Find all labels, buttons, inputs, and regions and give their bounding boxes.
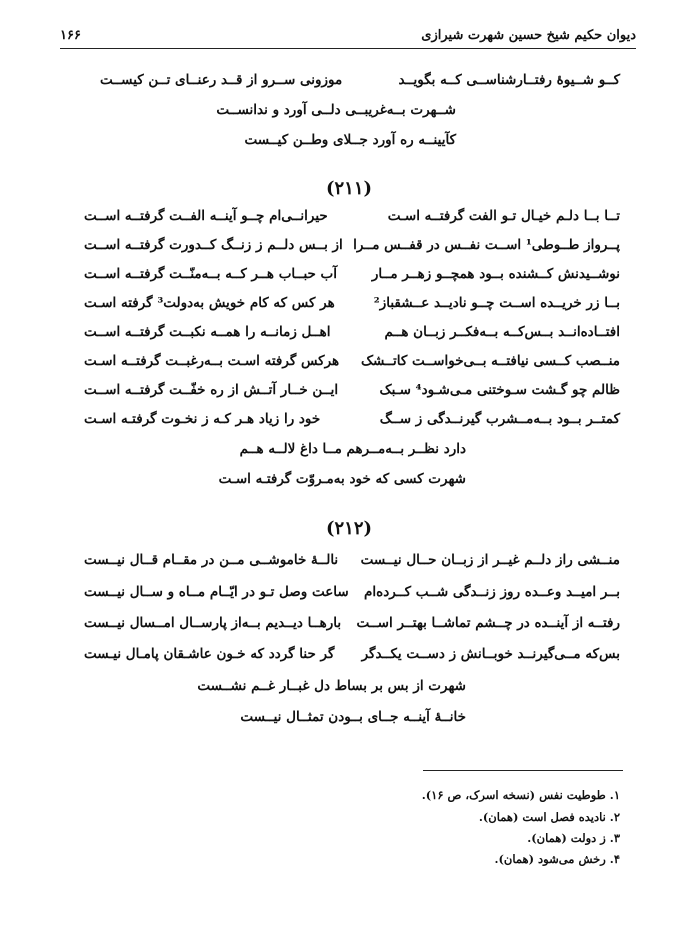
verse-left: هرکس گرفته اسـت بــه‌رغبــت گرفتــه اسـت xyxy=(84,353,340,369)
verse-right: ظالم چو گـشت سـوختنی مـی‌شـود⁴ سـبک xyxy=(379,382,620,398)
verse-left: از بــس دلــم ز زنــگ کــدورت گرفتــه اســت xyxy=(84,237,343,253)
verse-right: بــا زر خریــده اســت چــو نادیــد عــشقباز² xyxy=(373,295,620,311)
verse-right: پــرواز طــوطی¹ اســت نفــس در قفــس مــرا xyxy=(353,237,620,253)
verse-right: رفتــه از آینــده در چــشم تماشــا بهتــر اســت xyxy=(356,615,620,631)
intro-center-line: کآیینــه ره آورد جــلای وطــن کیــست xyxy=(244,132,456,148)
closing-line: شهرت از بس بر بساط دل غبــار غــم نشــست xyxy=(197,678,466,694)
poem-number: (۲۱۲) xyxy=(325,518,373,539)
verse-left: آب حبــاب هــر کــه بــه‌منّــت گرفتــه اســت xyxy=(84,266,338,282)
page-number: ۱۶۶ xyxy=(60,28,81,43)
closing-line: دارد نظــر بــه‌مــرهم مــا داغ لالــه هــم xyxy=(239,441,466,457)
verse-left: ایــن خــار آتــش از ره خفّــت گرفتــه اســت xyxy=(84,382,339,398)
footnote: ۱. طوطیت نفس (نسخه اسرک، ص ۱۶). xyxy=(421,788,620,802)
verse-right: بــر امیــد وعــده روز زنــدگی شــب کــرده‌ام xyxy=(364,584,620,600)
verse-right: منــصب کــسی نیافتــه بــی‌خواســت کاتــشک xyxy=(360,353,620,369)
book-title: دیوان حکیم شیخ حسین شهرت شیرازی xyxy=(421,28,636,43)
verse-left: هر کس که کام خویش به‌دولت³ گرفته اسـت xyxy=(84,295,335,311)
footnote: ۲. نادیده فصل است (همان). xyxy=(478,810,620,824)
verse-right: نوشــیدنش کــشنده بــود همچــو زهــر مــار xyxy=(371,266,620,282)
footnote-separator xyxy=(423,770,623,771)
verse-right: کمتــر بــود بــه‌مــشرب گیرنــدگی ز ســگ xyxy=(379,411,620,427)
verse-right: افتــاده‌انــد بــس‌کــه بــه‌فکــر زبــان هــم xyxy=(384,324,620,340)
closing-line: شهرت کسی که خود به‌مـروّت گرفتـه اسـت xyxy=(218,471,466,487)
verse-left: بارهــا دیــدیم بــه‌از پارســال امــسال نیــست xyxy=(84,615,342,631)
verse-left: حیرانــی‌ام چــو آینــه الفــت گرفتــه اســت xyxy=(84,208,328,224)
verse-right: منــشی راز دلــم غیــر از زبــان حــال نیــست xyxy=(360,552,620,568)
page-header xyxy=(60,26,636,49)
verse-left: نالــهٔ خاموشــی مــن در مقــام قــال نیــست xyxy=(84,552,339,568)
footnote: ۳. ز دولت (همان). xyxy=(527,831,620,845)
intro-hemistich-right: کــو شــیوهٔ رفتــارشناســی کــه بگویــد xyxy=(398,72,620,88)
verse-right: بس‌که مــی‌گیرنــد خوبــانش ز دســت یکــدگر xyxy=(361,646,620,662)
closing-line: خانــهٔ آینــه جــای بــودن تمثــال نیــست xyxy=(240,709,466,725)
verse-right: تــا بــا دلـم خیـال تـو الفت گرفتــه اسـت xyxy=(387,208,620,224)
footnote: ۴. رخش می‌شود (همان). xyxy=(494,852,620,866)
verse-left: گر حنا گردد که خـون عاشـقان پامـال نیـست xyxy=(84,646,335,662)
verse-left: خود را زیاد هـر کـه ز نخـوت گرفتـه اسـت xyxy=(84,411,321,427)
intro-hemistich-left: موزونی ســرو از قــد رعنــای تــن کیســت xyxy=(100,72,343,88)
verse-left: اهــل زمانــه را همــه نکبــت گرفتــه اســت xyxy=(84,324,331,340)
verse-left: ساعت وصل تـو در ایّــام مــاه و ســال نیــست xyxy=(84,584,349,600)
poem-number: (۲۱۱) xyxy=(325,178,373,199)
intro-center-line: شــهرت بــه‌غریبــی دلــی آورد و ندانســت xyxy=(216,102,456,118)
